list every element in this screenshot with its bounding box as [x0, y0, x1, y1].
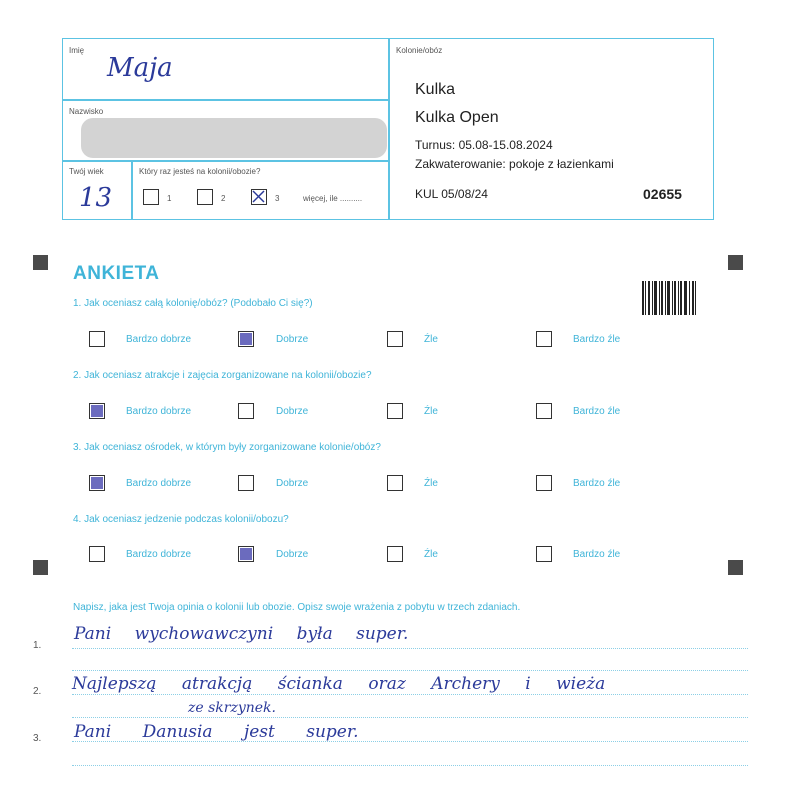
q1-checkbox-zle[interactable]: [387, 331, 403, 347]
answer-3[interactable]: Pani Danusia jest super.: [74, 722, 359, 742]
wiek-value[interactable]: 13: [79, 183, 113, 213]
wiecej-label: więcej, ile ..........: [303, 194, 363, 203]
zakwaterowanie-text: Zakwaterowanie: pokoje z łazienkami: [415, 157, 614, 171]
form-number: 02655: [643, 186, 682, 202]
camp-name: Kulka: [415, 81, 456, 98]
q1-option-bardzo-zle: Bardzo źle: [573, 334, 621, 345]
q4-option-zle: Źle: [424, 549, 438, 560]
visit-checkbox-1[interactable]: [143, 189, 159, 205]
q2-option-zle: Źle: [424, 406, 438, 417]
check-x-icon: [252, 190, 265, 203]
q4-checkbox-bardzo-dobrze[interactable]: [89, 546, 105, 562]
ktory-raz-label: Który raz jesteś na kolonii/obozie?: [139, 167, 261, 176]
answer-line: [72, 648, 748, 649]
turnus-text: Turnus: 05.08-15.08.2024: [415, 138, 553, 152]
q3-option-bardzo-zle: Bardzo źle: [573, 478, 621, 489]
q2-option-bardzo-zle: Bardzo źle: [573, 406, 621, 417]
q3-checkbox-zle[interactable]: [387, 475, 403, 491]
q1-option-bardzo-dobrze: Bardzo dobrze: [126, 334, 192, 345]
imie-value[interactable]: Maja: [107, 53, 173, 83]
q2-option-dobrze: Dobrze: [276, 406, 309, 417]
divider: [388, 39, 390, 219]
divider: [63, 160, 388, 162]
visit-option-2: 2: [221, 194, 226, 203]
question-4: 4. Jak oceniasz jedzenie podczas kolonii/obozu?: [73, 514, 289, 525]
q4-checkbox-bardzo-zle[interactable]: [536, 546, 552, 562]
answer-1[interactable]: Pani wychowawczyni była super.: [74, 624, 409, 644]
question-2: 2. Jak oceniasz atrakcje i zajęcia zorganizowane na kolonii/obozie?: [73, 370, 372, 381]
q2-checkbox-bardzo-dobrze[interactable]: [89, 403, 105, 419]
registration-marker: [33, 560, 48, 575]
answer-line: [72, 694, 748, 695]
registration-marker: [33, 255, 48, 270]
registration-marker: [728, 255, 743, 270]
answer-2-continued[interactable]: ze skrzynek.: [188, 700, 276, 716]
answer-line: [72, 670, 748, 671]
kolonie-label: Kolonie/obóz: [396, 46, 443, 55]
wiek-label: Twój wiek: [69, 167, 104, 176]
q2-checkbox-zle[interactable]: [387, 403, 403, 419]
camp-program: Kulka Open: [415, 109, 499, 126]
q3-option-zle: Źle: [424, 478, 438, 489]
question-3: 3. Jak oceniasz ośrodek, w którym były zorganizowane kolonie/obóz?: [73, 442, 381, 453]
question-1: 1. Jak oceniasz całą kolonię/obóz? (Podobało Ci się?): [73, 298, 313, 309]
line-number: 2.: [33, 686, 42, 697]
q3-option-bardzo-dobrze: Bardzo dobrze: [126, 478, 192, 489]
q1-option-dobrze: Dobrze: [276, 334, 309, 345]
nazwisko-redacted: [81, 118, 387, 158]
q4-option-dobrze: Dobrze: [276, 549, 309, 560]
q2-option-bardzo-dobrze: Bardzo dobrze: [126, 406, 192, 417]
q4-option-bardzo-dobrze: Bardzo dobrze: [126, 549, 192, 560]
line-number: 1.: [33, 640, 42, 651]
divider: [63, 99, 388, 101]
q3-checkbox-bardzo-zle[interactable]: [536, 475, 552, 491]
opinion-prompt: Napisz, jaka jest Twoja opinia o kolonii lub obozie. Opisz swoje wrażenia z pobytu w trzech zdaniach.: [73, 602, 521, 613]
q2-checkbox-bardzo-zle[interactable]: [536, 403, 552, 419]
q1-option-zle: Źle: [424, 334, 438, 345]
q3-checkbox-bardzo-dobrze[interactable]: [89, 475, 105, 491]
barcode-icon: [642, 281, 696, 315]
visit-checkbox-2[interactable]: [197, 189, 213, 205]
visit-checkbox-3[interactable]: [251, 189, 267, 205]
nazwisko-label: Nazwisko: [69, 107, 104, 116]
answer-line: [72, 717, 748, 718]
q1-checkbox-dobrze[interactable]: [238, 331, 254, 347]
answer-line: [72, 765, 748, 766]
q4-checkbox-zle[interactable]: [387, 546, 403, 562]
q1-checkbox-bardzo-dobrze[interactable]: [89, 331, 105, 347]
imie-label: Imię: [69, 46, 85, 55]
q1-checkbox-bardzo-zle[interactable]: [536, 331, 552, 347]
q4-option-bardzo-zle: Bardzo źle: [573, 549, 621, 560]
visit-option-1: 1: [167, 194, 172, 203]
q2-checkbox-dobrze[interactable]: [238, 403, 254, 419]
camp-code: KUL 05/08/24: [415, 187, 488, 201]
registration-marker: [728, 560, 743, 575]
line-number: 3.: [33, 733, 42, 744]
survey-title: ANKIETA: [73, 263, 160, 284]
divider: [131, 160, 133, 219]
answer-2[interactable]: Najlepszą atrakcją ścianka oraz Archery i wieża: [72, 674, 606, 694]
visit-option-3: 3: [275, 194, 280, 203]
q4-checkbox-dobrze[interactable]: [238, 546, 254, 562]
q3-option-dobrze: Dobrze: [276, 478, 309, 489]
header-form: [62, 38, 714, 220]
q3-checkbox-dobrze[interactable]: [238, 475, 254, 491]
